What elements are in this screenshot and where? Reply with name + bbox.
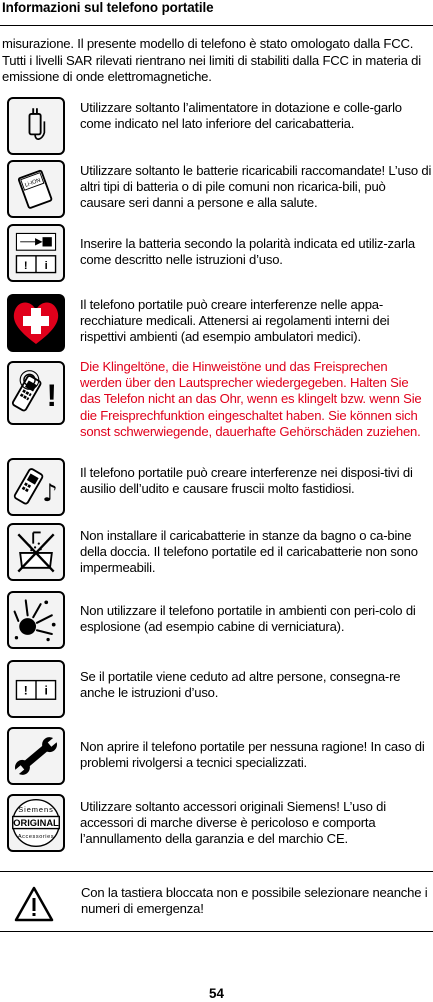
medical-cross-heart-icon bbox=[7, 294, 65, 352]
explosion-hazard-icon bbox=[7, 591, 65, 649]
warning-bottom-rule bbox=[0, 931, 433, 932]
battery-label: Li-ION bbox=[24, 177, 42, 189]
battery-pack-icon bbox=[7, 160, 65, 218]
safety-text-wrench: Non aprire il telefono portatile per nessuna ragione! In caso di problemi rivolgersi a tecnici specializzati. bbox=[80, 739, 425, 771]
page-header bbox=[0, 0, 433, 26]
siemens-original-accessories-icon bbox=[7, 794, 65, 852]
page-title: Informazioni sul telefono portatile bbox=[2, 0, 214, 15]
svg-text:i: i bbox=[44, 683, 48, 698]
badge-brand: Siemens bbox=[18, 804, 54, 814]
intro-paragraph: misurazione. Il presente modello di telefono è stato omologato dalla FCC. Tutti i livelli SAR rilevati rientrano nei limiti di stabiliti dalla FCC in materia di emissione di onde elettromagnetiche. bbox=[2, 36, 421, 84]
safety-text-charger: Utilizzare soltanto l’alimentatore in dotazione e colle-garlo come indicato nel lato inferiore del caricabatteria. bbox=[80, 100, 402, 132]
warning-top-rule bbox=[0, 871, 433, 872]
wrench-icon bbox=[7, 727, 65, 785]
no-water-charger-icon bbox=[7, 523, 65, 581]
safety-text-battery: Utilizzare soltanto le batterie ricaricabili raccomandate! L’uso di altri tipi di batteria o di pile comuni non ricarica-bili, può causare seri danni a persone e alla salute. bbox=[80, 163, 432, 211]
safety-text-loudspeaker: Die Klingeltöne, die Hinweistöne und das Freisprechen werden über den Lautsprecher wiedergegeben. Halten Sie das Telefon nicht an das Ohr, wenn es klingelt bzw. wenn Sie die Freisprechfunktion eingeschaltet haben. Sie können sich sonst schwerwiegende, dauerhafte Gehörschäden zuziehen. bbox=[80, 359, 422, 439]
svg-text:!: ! bbox=[23, 683, 28, 698]
svg-text:!: ! bbox=[23, 259, 28, 272]
svg-text:!: ! bbox=[46, 377, 58, 414]
safety-text-polarity: Inserire la batteria secondo la polarità indicata ed utiliz-zarla come descritto nelle istruzioni d’uso. bbox=[80, 236, 415, 268]
safety-text-explosion: Non utilizzare il telefono portatile in ambienti con peri-colo di esplosione (ad esempio cabine di verniciatura). bbox=[80, 603, 416, 635]
warning-triangle-icon bbox=[14, 886, 54, 922]
phone-loudspeaker-warning-icon bbox=[7, 361, 65, 425]
svg-text:♪: ♪ bbox=[42, 478, 58, 507]
safety-text-hearing-aid: Il telefono portatile può creare interferenze nei disposi-tivi di ausilio dell’udito e causare fruscii molto fastidiosi. bbox=[80, 465, 413, 497]
page-number: 54 bbox=[209, 986, 224, 1001]
charger-plug-icon bbox=[7, 97, 65, 155]
svg-text:i: i bbox=[44, 259, 48, 272]
badge-original: ORIGINAL bbox=[13, 817, 59, 828]
safety-text-accessories: Utilizzare soltanto accessori originali Siemens! L’uso di accessori di marche diverse è pericoloso e comporta l’annullamento della garanzia e del marchio CE. bbox=[80, 799, 386, 847]
safety-text-water: Non installare il caricabatterie in stanze da bagno o ca-bine della doccia. Il telefono portatile ed il caricabatterie non sono impermeabili. bbox=[80, 528, 418, 576]
safety-text-manual: Se il portatile viene ceduto ad altre persone, consegna-re anche le istruzioni d’uso. bbox=[80, 669, 401, 701]
user-manual-icon bbox=[7, 660, 65, 718]
safety-text-medical: Il telefono portatile può creare interferenze nelle appa-recchiature medicali. Attenersi ai regolamenti interni dei rispettivi ambienti (ad esempio ambulatori medici). bbox=[80, 297, 390, 345]
phone-hearing-aid-icon bbox=[7, 458, 65, 516]
badge-accessories: Accessories bbox=[17, 833, 55, 840]
battery-polarity-manual-icon bbox=[7, 224, 65, 282]
keypad-lock-warning: Con la tastiera bloccata non e possibile selezionare neanche i numeri di emergenza! bbox=[81, 885, 428, 917]
